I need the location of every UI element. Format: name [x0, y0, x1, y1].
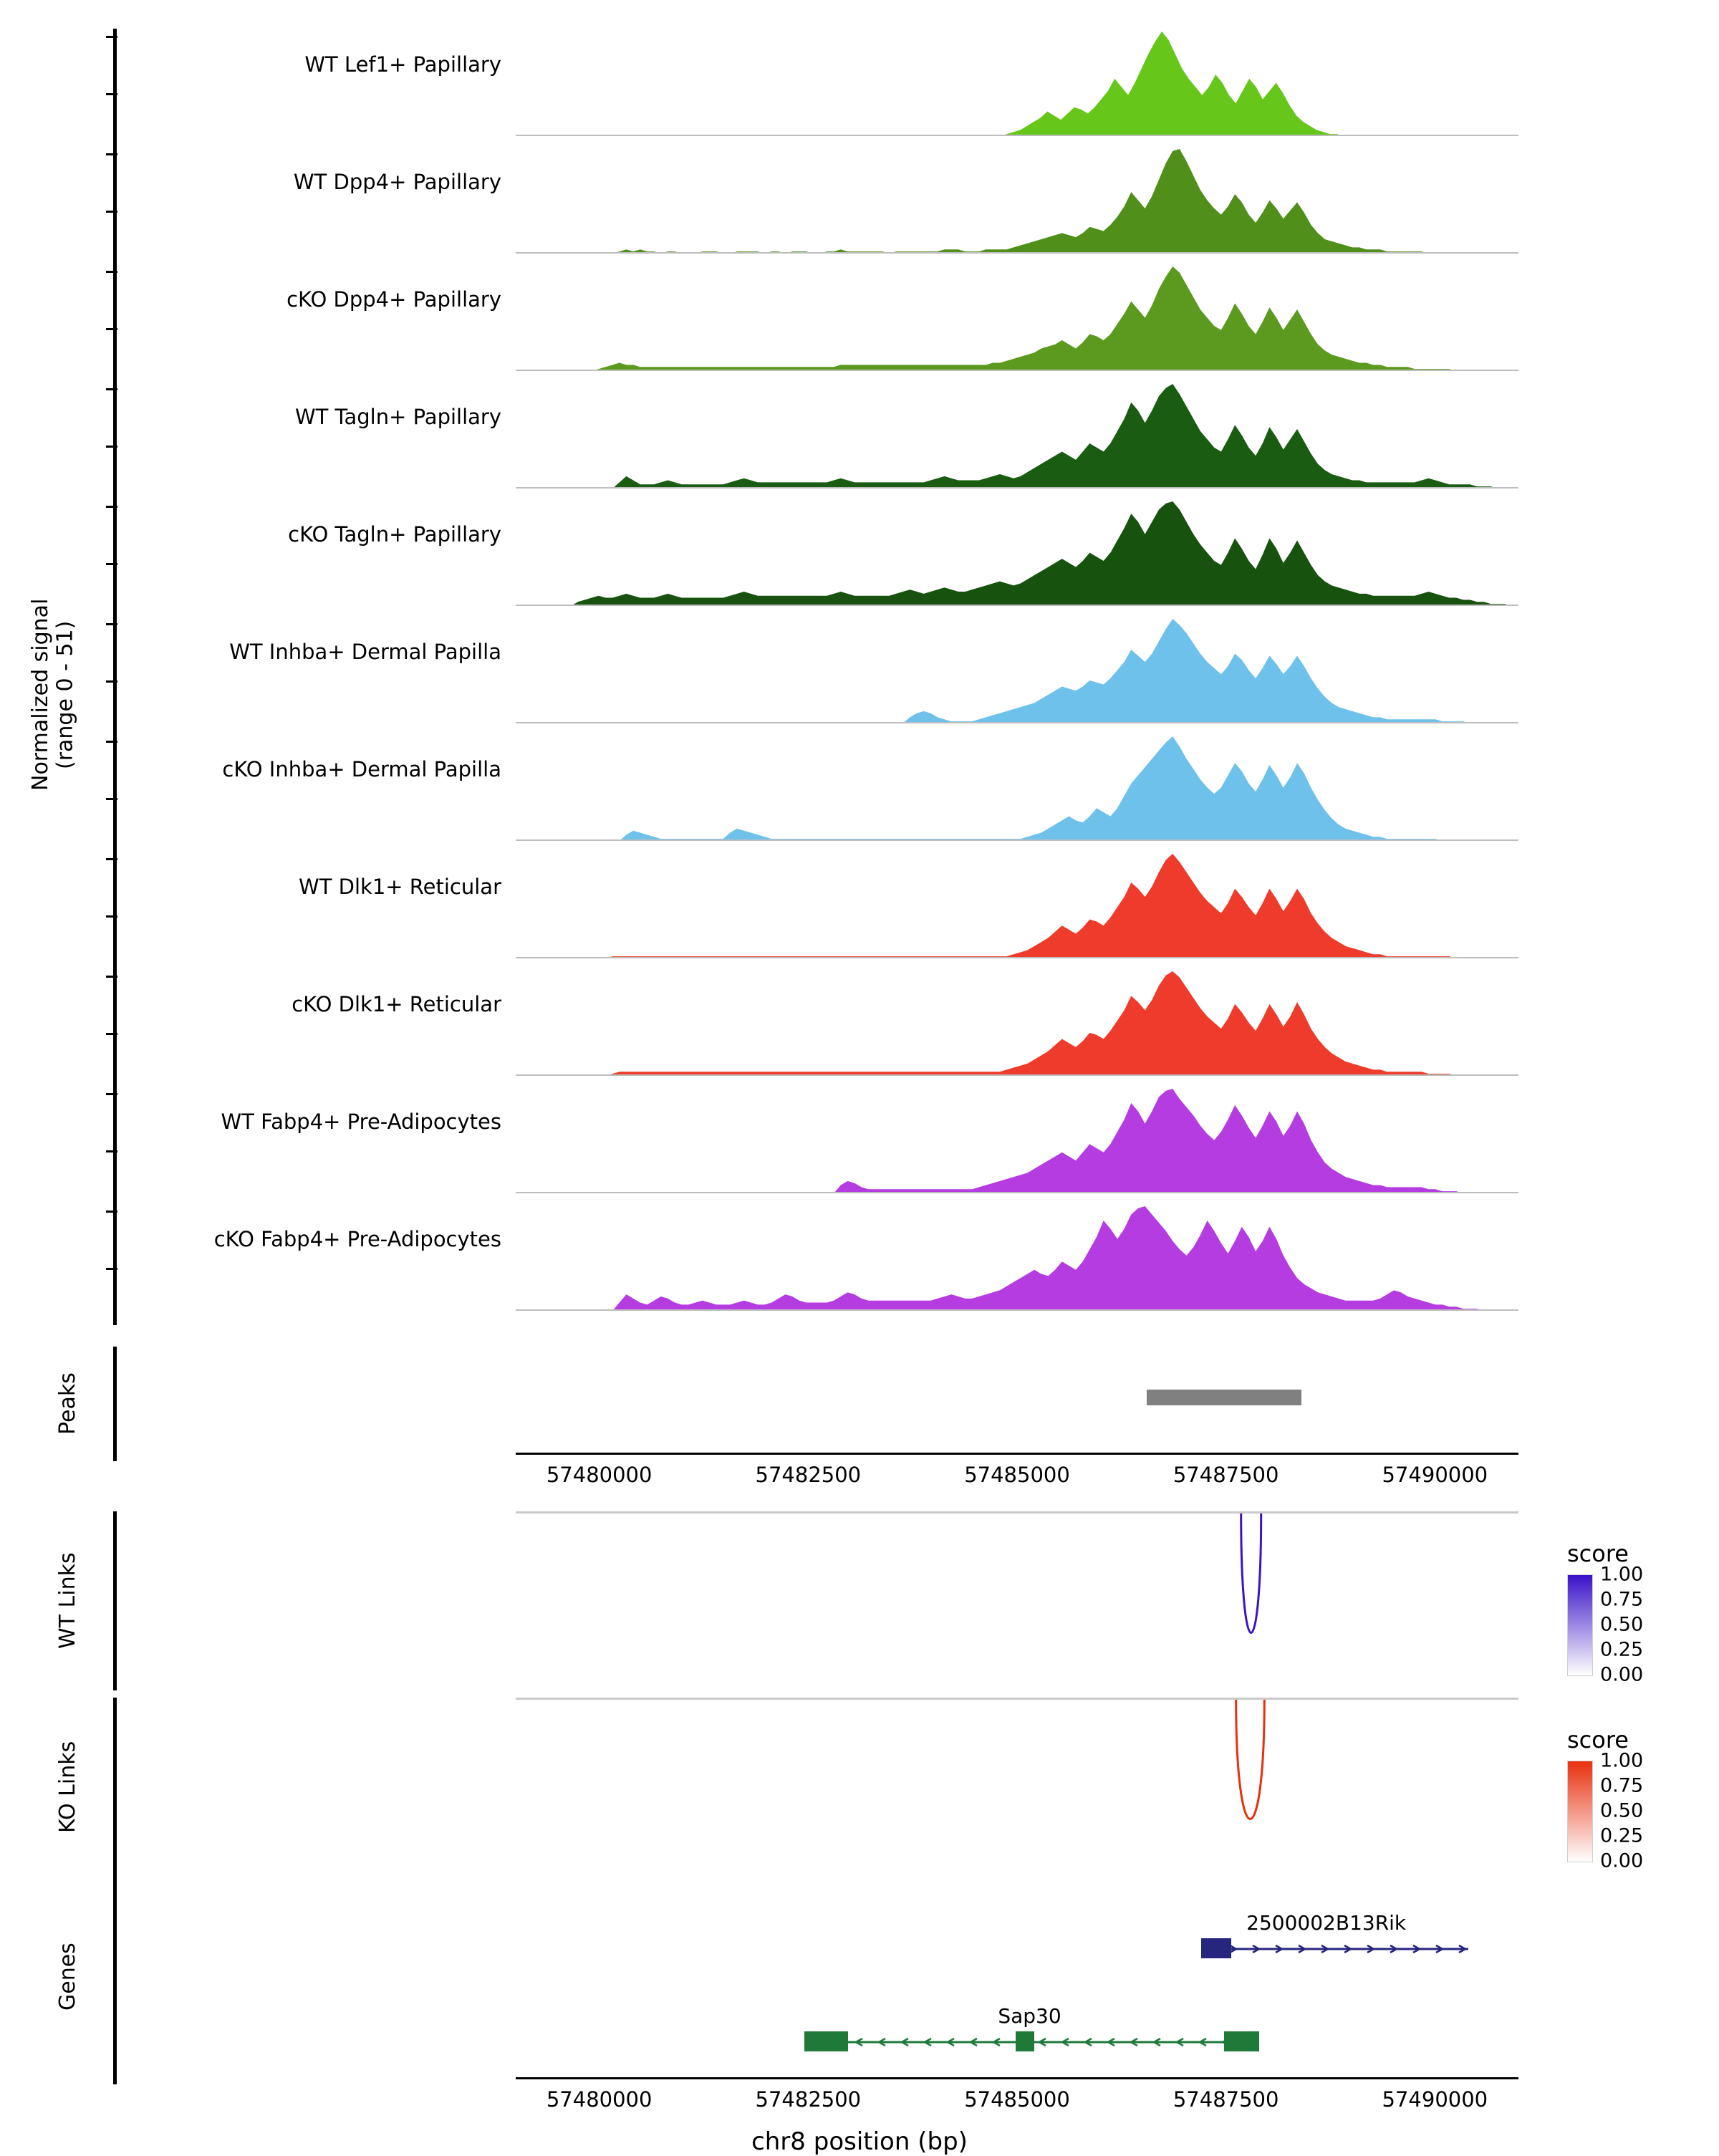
gene-exon [1224, 2031, 1259, 2051]
legend-tick-label: 0.75 [1600, 1588, 1644, 1611]
legend-tick-label: 0.25 [1600, 1638, 1644, 1661]
wt-links-label: WT Links [55, 1552, 80, 1650]
coverage-track [516, 499, 1518, 606]
legend-tick-label: 0.25 [1600, 1824, 1644, 1847]
x-axis-lower [516, 2077, 1518, 2127]
y-axis-tick [106, 153, 117, 155]
y-axis-label-line2: (range 0 - 51) [52, 620, 78, 769]
y-axis-tick [106, 1268, 117, 1270]
links-arcs [516, 1511, 1518, 1690]
coverage-track [516, 264, 1518, 371]
peak-block [1147, 1390, 1301, 1405]
coverage-track [516, 1203, 1518, 1311]
legend-tick-label: 1.00 [1600, 1749, 1644, 1772]
y-axis-tick [106, 680, 117, 683]
coverage-baseline [516, 722, 1518, 723]
wt-links-legend [1567, 1540, 1710, 1686]
gene-name-label: 2500002B13Rik [1246, 1911, 1407, 1935]
ko-links-label: KO Links [55, 1741, 80, 1834]
ko-links-track [516, 1698, 1518, 1877]
y-axis-label-line1: Normalized signal [28, 598, 53, 791]
coverage-track-label: WT Dpp4+ Papillary [293, 170, 501, 194]
genes-track [516, 1869, 1518, 2084]
coverage-track-label: WT Fabp4+ Pre-Adipocytes [221, 1110, 501, 1134]
legend-tick-label: 1.00 [1600, 1563, 1644, 1586]
wt-links-track [516, 1511, 1518, 1690]
coverage-baseline [516, 252, 1518, 254]
coverage-track-label: cKO Dpp4+ Papillary [286, 287, 501, 312]
coverage-track [516, 381, 1518, 489]
coverage-baseline [516, 839, 1518, 841]
y-axis-tick [106, 1211, 117, 1213]
coverage-track-label: WT Dlk1+ Reticular [299, 875, 501, 899]
coverage-baseline [516, 370, 1518, 371]
ko-links-legend-title: score [1567, 1726, 1629, 1753]
x-axis-tick-label: 57482500 [755, 2087, 862, 2112]
x-axis-tick-label: 57480000 [546, 1463, 653, 1487]
coverage-track-label: cKO Dlk1+ Reticular [292, 992, 501, 1016]
y-axis-tick [106, 1093, 117, 1095]
y-axis-tick [106, 563, 117, 565]
x-axis-tick-label: 57485000 [964, 2087, 1070, 2112]
y-axis-tick [106, 93, 117, 95]
coverage-track-label: WT Lef1+ Papillary [304, 52, 501, 77]
y-axis-tick [106, 1150, 117, 1152]
y-axis-tick [106, 211, 117, 213]
gene-name-label: Sap30 [998, 2004, 1061, 2028]
x-axis-upper [516, 1453, 1518, 1503]
y-axis-tick [106, 741, 117, 743]
y-axis-tick [106, 798, 117, 800]
x-axis-lower-line [516, 2077, 1518, 2079]
coverage-track-label: cKO Tagln+ Papillary [288, 522, 501, 547]
y-axis-tick [106, 36, 117, 38]
legend-tick-label: 0.00 [1600, 1663, 1644, 1686]
coverage-baseline [516, 135, 1518, 136]
y-axis-tick [106, 623, 117, 625]
coverage-baseline [516, 1074, 1518, 1076]
x-axis-tick-label: 57480000 [546, 2087, 653, 2112]
genes-panel [0, 1862, 1719, 2156]
x-axis-title: chr8 position (bp) [751, 2127, 968, 2156]
legend-tick-label: 0.50 [1600, 1799, 1644, 1822]
coverage-baseline [516, 605, 1518, 606]
wt-links-legend-colorbar [1567, 1574, 1593, 1676]
x-axis-tick-label: 57487500 [1173, 1463, 1279, 1487]
y-axis-tick [106, 271, 117, 273]
coverage-track [516, 29, 1518, 136]
gene-exon [804, 2031, 849, 2051]
coverage-track [516, 1086, 1518, 1193]
legend-tick-label: 0.50 [1600, 1613, 1644, 1636]
ko-links-legend-colorbar [1567, 1761, 1593, 1862]
y-axis-tick [106, 858, 117, 860]
coverage-track [516, 851, 1518, 958]
legend-tick-label: 0.00 [1600, 1849, 1644, 1872]
gene-exon [1016, 2031, 1035, 2051]
x-axis-upper-line [516, 1453, 1518, 1455]
y-axis-tick [106, 976, 117, 978]
peaks-axis-bar [113, 1347, 117, 1461]
x-axis-tick-label: 57490000 [1382, 2087, 1488, 2112]
coverage-baseline [516, 1192, 1518, 1193]
coverage-track [516, 968, 1518, 1076]
y-axis-tick [106, 915, 117, 918]
y-axis-tick [106, 388, 117, 390]
coverage-baseline [516, 1309, 1518, 1311]
ko-links-panel [0, 1698, 1719, 1877]
coverage-track-label: cKO Fabp4+ Pre-Adipocytes [213, 1227, 501, 1251]
y-axis-tick [106, 506, 117, 508]
y-axis-tick [106, 446, 117, 448]
x-axis-tick-label: 57490000 [1382, 1463, 1488, 1487]
wt-links-legend-title: score [1567, 1540, 1629, 1567]
ko-links-legend [1567, 1726, 1710, 1872]
gene-exon [1201, 1938, 1231, 1958]
y-axis-tick [106, 1033, 117, 1035]
links-arcs [516, 1698, 1518, 1877]
coverage-track [516, 733, 1518, 841]
y-axis-tick [106, 328, 117, 330]
gene-body [1201, 1943, 1468, 1953]
coverage-track-label: WT Inhba+ Dermal Papilla [229, 640, 501, 664]
genes-label: Genes [55, 1943, 80, 2011]
x-axis-tick-label: 57485000 [964, 1463, 1070, 1487]
coverage-track-label: WT Tagln+ Papillary [294, 405, 501, 429]
peaks-track [516, 1347, 1518, 1461]
genes-axis-bar [113, 1869, 117, 2084]
coverage-track [516, 146, 1518, 254]
coverage-track [516, 616, 1518, 723]
coverage-baseline [516, 957, 1518, 958]
x-axis-tick-label: 57487500 [1173, 2087, 1279, 2112]
x-axis-tick-label: 57482500 [755, 1463, 862, 1487]
coverage-y-axis [113, 29, 117, 1325]
peaks-label: Peaks [55, 1372, 80, 1435]
ko-links-axis-bar [113, 1698, 117, 1877]
wt-links-panel [0, 1511, 1719, 1690]
coverage-baseline [516, 487, 1518, 489]
legend-tick-label: 0.75 [1600, 1774, 1644, 1797]
wt-links-axis-bar [113, 1511, 117, 1690]
coverage-track-label: cKO Inhba+ Dermal Papilla [222, 757, 501, 781]
